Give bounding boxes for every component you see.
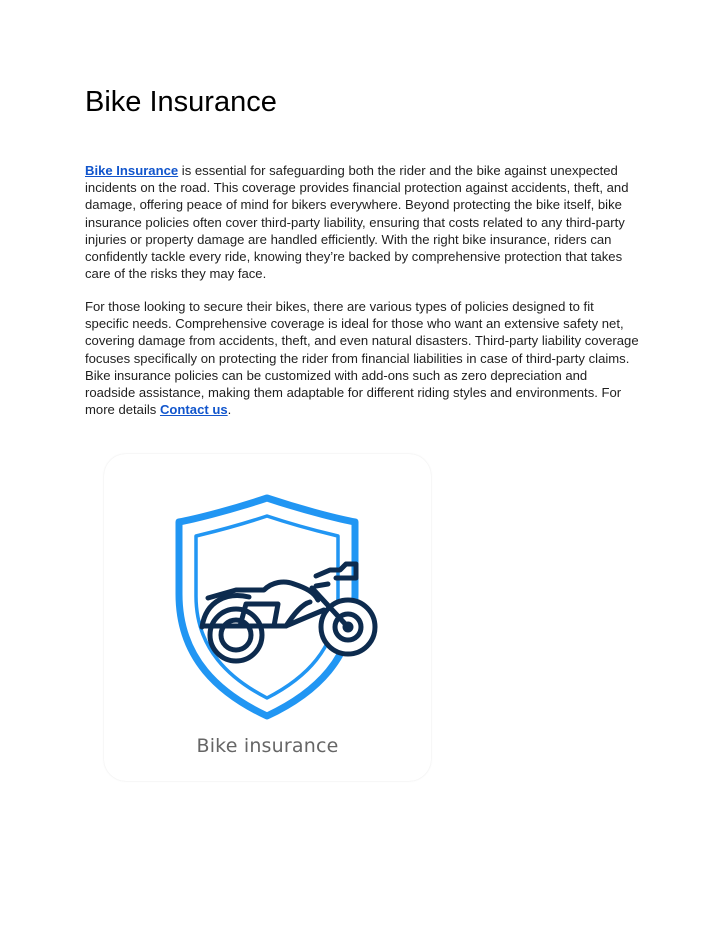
paragraph-intro-text: is essential for safeguarding both the rider and the bike against unexpected incidents on the road. This coverage provides financial protection against accidents, theft, and damage, offering peace of mind for bikers everywhere. Beyond protecting the bike itself, bike insurance policies often cover third-party liability, ensuring that costs related to any third-party injuries or property damage are handled efficiently. With the right bike insurance, riders can confidently tackle every ride, knowing they’re backed by comprehensive protection that takes care of the risks they may face. xyxy=(85,163,629,282)
motorcycle-icon xyxy=(202,564,375,661)
document-title: Bike Insurance xyxy=(85,86,277,118)
inner-shield-icon xyxy=(196,516,338,698)
paragraph-end-punctuation: . xyxy=(227,402,232,418)
bike-insurance-image xyxy=(104,454,431,781)
contact-us-link[interactable]: Contact us xyxy=(159,402,228,418)
bike-insurance-link[interactable]: Bike Insurance xyxy=(85,163,179,178)
shield-motorcycle-icon xyxy=(104,454,431,781)
paragraph-policies xyxy=(85,298,640,418)
figure-caption: Bike insurance xyxy=(196,735,339,757)
paragraph-policies-text: For those looking to secure their bikes, there are various types of policies designed to fit specific needs. Comprehensive coverage is ideal for those who want an extensive safety net, covering damage from accidents, theft, and even natural disasters. Third-party liability coverage focuses specifically on protecting the rider from financial liabilities in case of third-party claims. Bike insurance policies can be customized with add-ons such as zero depreciation and roadside assistance, making them adaptable for different riding styles and environments. For more details xyxy=(85,299,639,418)
paragraph-intro xyxy=(85,162,640,282)
